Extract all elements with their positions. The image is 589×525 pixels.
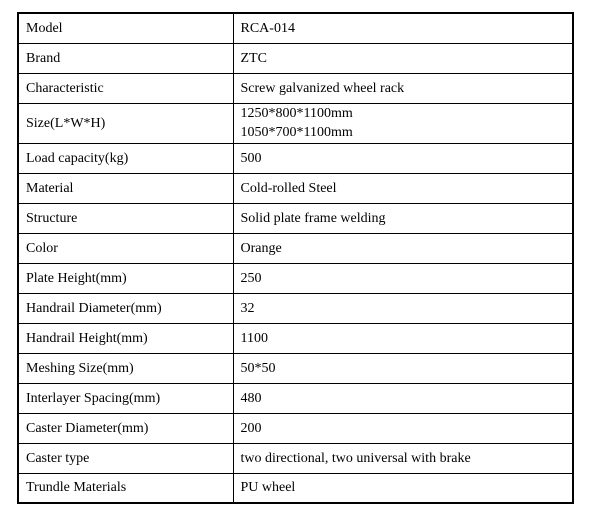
row-label: Plate Height(mm) [18,263,233,293]
row-value: 500 [233,143,573,173]
row-label: Structure [18,203,233,233]
row-label: Characteristic [18,73,233,103]
row-value: 1100 [233,323,573,353]
row-value: PU wheel [233,473,573,503]
table-row [18,143,573,173]
row-label: Caster Diameter(mm) [18,413,233,443]
row-value: 50*50 [233,353,573,383]
row-label: Trundle Materials [18,473,233,503]
table-row [18,13,573,43]
row-value: Cold-rolled Steel [233,173,573,203]
table-row [18,383,573,413]
table-row [18,263,573,293]
row-label: Caster type [18,443,233,473]
row-value: Orange [233,233,573,263]
table-row [18,293,573,323]
row-value: 200 [233,413,573,443]
table-row [18,443,573,473]
row-value: ZTC [233,43,573,73]
row-value: two directional, two universal with brake [233,443,573,473]
row-value [233,103,573,143]
row-value: 32 [233,293,573,323]
row-label: Handrail Height(mm) [18,323,233,353]
table-row [18,43,573,73]
row-value: Solid plate frame welding [233,203,573,233]
row-label: Material [18,173,233,203]
table-row [18,473,573,503]
table-row [18,413,573,443]
table-row [18,353,573,383]
row-label: Meshing Size(mm) [18,353,233,383]
row-label: Load capacity(kg) [18,143,233,173]
table-row [18,203,573,233]
row-value: Screw galvanized wheel rack [233,73,573,103]
row-label: Model [18,13,233,43]
row-value: 250 [233,263,573,293]
row-value: RCA-014 [233,13,573,43]
row-value-line: 1250*800*1100mm [240,106,353,121]
table-row [18,173,573,203]
row-value: 480 [233,383,573,413]
table-row [18,103,573,143]
row-value-line: 1050*700*1100mm [240,125,353,140]
spec-table [17,12,574,504]
row-label: Color [18,233,233,263]
table-row [18,73,573,103]
row-label: Handrail Diameter(mm) [18,293,233,323]
table-row [18,323,573,353]
row-label: Brand [18,43,233,73]
row-label: Size(L*W*H) [18,103,233,143]
row-label: Interlayer Spacing(mm) [18,383,233,413]
table-row [18,233,573,263]
